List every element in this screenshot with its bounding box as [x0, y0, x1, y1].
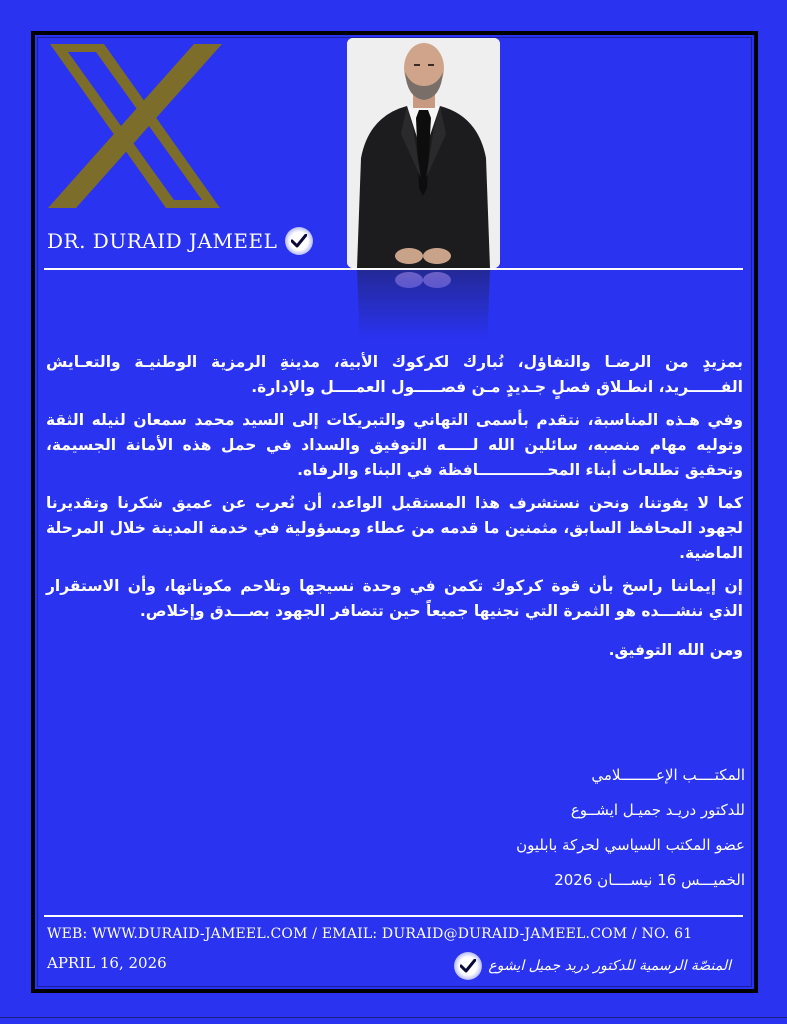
signature-name: للدكتور دريـد جميـل ايشــوع: [570, 801, 745, 819]
letter-body: [46, 350, 743, 671]
signature-role: عضو المكتب السياسي لحركة بابليون: [516, 836, 745, 854]
portrait-photo: [347, 38, 500, 268]
footer-platform-label: المنصّة الرسمية للدكتور دريد جميل ايشوع: [488, 958, 731, 974]
signature-date: الخميـــس 16 نيســــان 2026: [554, 871, 745, 889]
footer-divider: [44, 915, 743, 917]
paragraph-2: وفي هـذه المناسبة، نتقدم بأسمى التهاني والتبريكات إلى السيد محمد سمعان لنيله الثقة وتوليه مهام منصبه، سائلين الله لـــــه التوفيق والسداد في حمل هذه الأمانة الجسيمة، وتحقيق تطلعات أبناء المحـــــــــــــافظة في البناء والرفاه.: [46, 411, 743, 479]
header-divider: [44, 268, 743, 270]
footer-platform-row: [446, 952, 731, 980]
closing-line: ومن الله التوفيق.: [608, 641, 743, 659]
page-bottom-rule: [0, 1017, 787, 1018]
verified-check-icon: [454, 952, 482, 980]
signature-block: [425, 758, 745, 898]
verified-check-icon: [285, 227, 313, 255]
signature-office: المكتــــب الإعــــــــلامي: [591, 766, 745, 784]
header-name-row: [47, 226, 313, 256]
footer-contact-line: WEB: WWW.DURAID-JAMEEL.COM / EMAIL: DURAID@DURAID-JAMEEL.COM / NO. 61: [47, 926, 693, 942]
portrait-reflection: [347, 268, 500, 338]
paragraph-1: بمزيدٍ من الرضـا والتفاؤل، نُبارك لكركوك الأبية، مدينةِ الرمزية الوطنيـة والتعـايش الفــــــريد، انطـلاق فصلٍ جـديدٍ مـن فصـــــول العمــــل والإدارة.: [46, 353, 743, 396]
header-name: DR. DURAID JAMEEL: [47, 229, 278, 253]
footer-date: APRIL 16, 2026: [47, 954, 167, 972]
paragraph-4: إن إيماننا راسخ بأن قوة كركوك تكمن في وحدة نسيجها وتلاحم مكوناتها، وأن الاستقرار الذي ننشـــده هو الثمرة التي نجنيها جميعاً حين تتضافر الجهود بصـــدق وإخلاص.: [46, 577, 743, 620]
x-logo-icon: [46, 44, 222, 208]
paragraph-3: كما لا يفوتنا، ونحن نستشرف هذا المستقبل الواعد، أن نُعرب عن عميق شكرنا وتقديرنا لجهود المحافظ السابق، مثمنين ما قدمه من عطاء ومسؤولية في خدمة المدينة خلال المرحلة الماضية.: [46, 494, 743, 562]
